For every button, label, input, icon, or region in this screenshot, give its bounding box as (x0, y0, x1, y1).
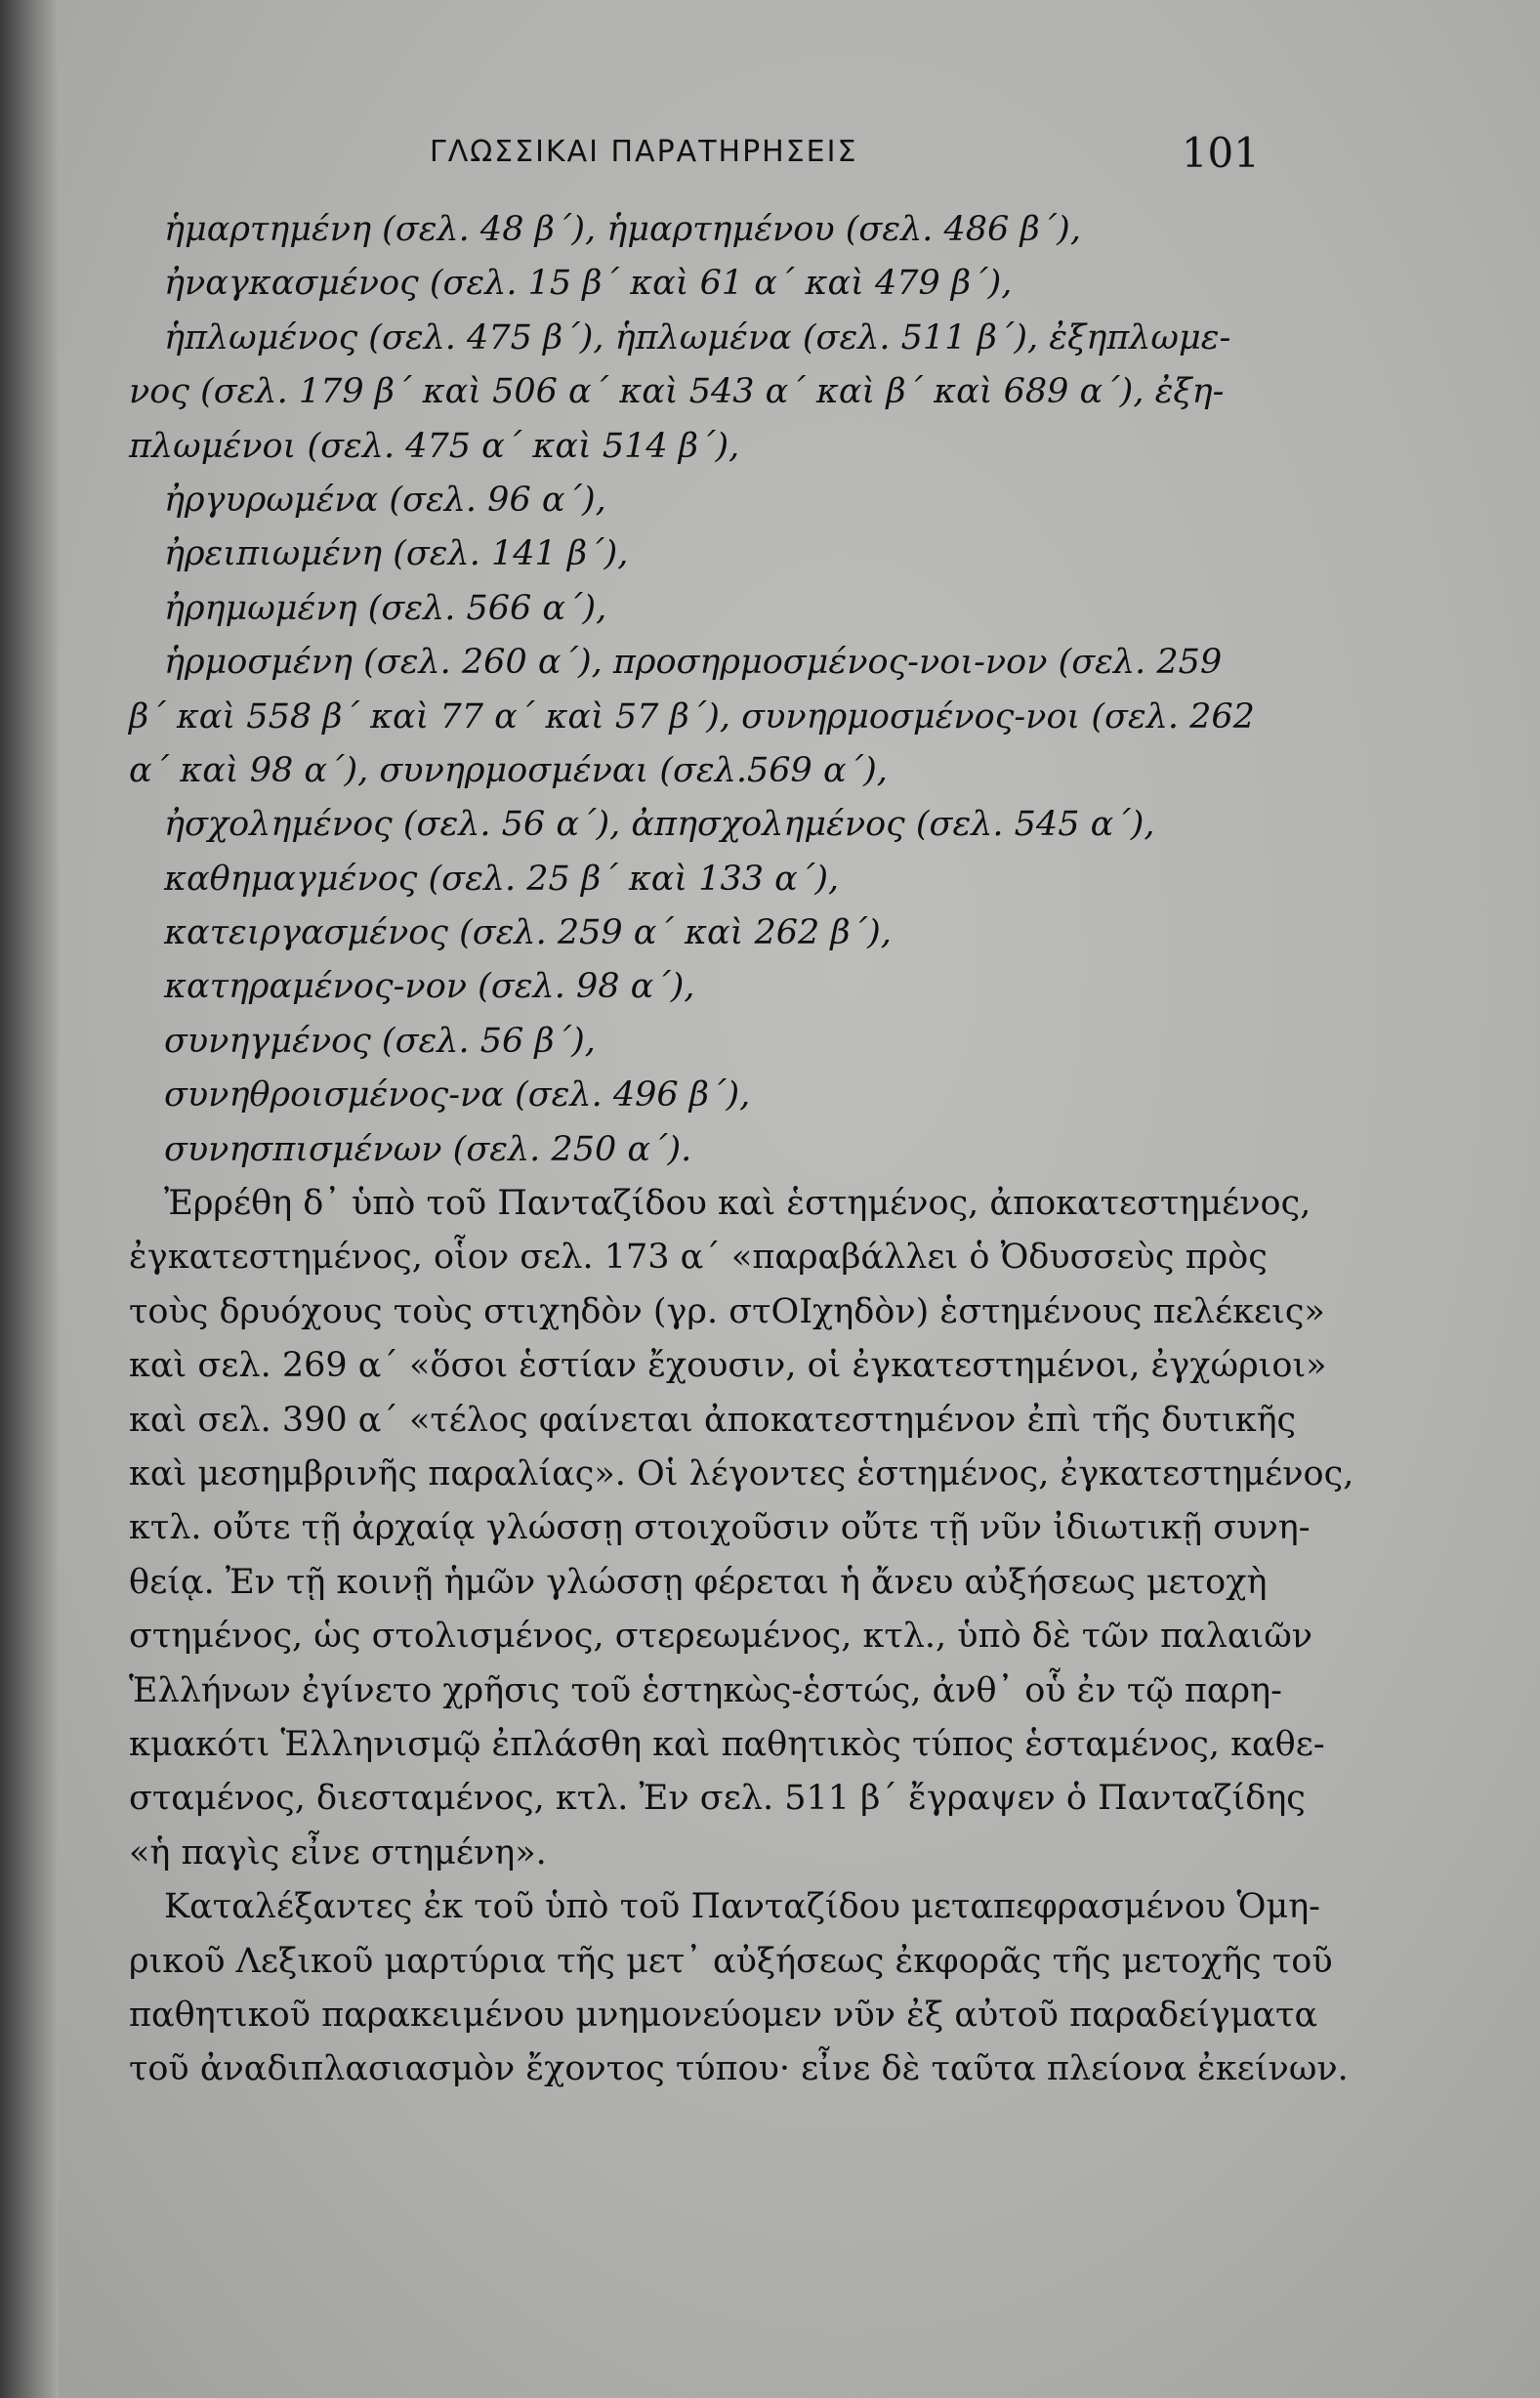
text-line: κατειργασμένος (σελ. 259 α΄ καὶ 262 β΄), (164, 913, 892, 953)
text-line: Ἑλλήνων ἐγίνετο χρῆσις τοῦ ἑστηκὼς-ἑστώς, ἀνθ᾽ οὗ ἐν τῷ παρη- (129, 1670, 1282, 1710)
text-line: «ἡ παγὶς εἶνε στημένη». (129, 1832, 547, 1872)
text-line: θείᾳ. Ἐν τῇ κοινῇ ἡμῶν γλώσσῃ φέρεται ἡ ἄνευ αὐξήσεως μετοχὴ (129, 1562, 1268, 1602)
text-line: κατηραμένος-νον (σελ. 98 α΄), (164, 967, 695, 1007)
text-line: ἡρμοσμένη (σελ. 260 α΄), προσηρμοσμένος-νοι-νον (σελ. 259 (164, 643, 1223, 683)
text-line: συνηθροισμένος-να (σελ. 496 β΄), (164, 1075, 751, 1115)
text-line: ἐγκατεστημένος, οἷον σελ. 173 α΄ «παραβάλλει ὁ Ὀδυσσεὺς πρὸς (129, 1238, 1268, 1278)
text-line: στημένος, ὡς στολισμένος, στερεωμένος, κτλ., ὑπὸ δὲ τῶν παλαιῶν (129, 1617, 1313, 1657)
text-line: καθημαγμένος (σελ. 25 β΄ καὶ 133 α΄), (164, 859, 840, 899)
text-line: ἡμαρτημένη (σελ. 48 β΄), ἡμαρτημένου (σελ. 486 β΄), (164, 210, 1081, 249)
text-line: παθητικοῦ παρακειμένου μνημονεύομεν νῦν ἐξ αὐτοῦ παραδείγματα (129, 1995, 1318, 2035)
text-line: ἠρειπιωμένη (σελ. 141 β΄), (164, 534, 629, 574)
page-number: 101 (1181, 129, 1260, 177)
text-line: κτλ. οὔτε τῇ ἀρχαίᾳ γλώσσῃ στοιχοῦσιν οὔτε τῇ νῦν ἰδιωτικῇ συνη- (129, 1508, 1311, 1548)
text-line: νος (σελ. 179 β΄ καὶ 506 α΄ καὶ 543 α΄ καὶ β΄ καὶ 689 α΄), ἐξη- (129, 372, 1225, 412)
text-line: τοῦ ἀναδιπλασιασμὸν ἔχοντος τύπου· εἶνε δὲ ταῦτα πλείονα ἐκείνων. (129, 2049, 1349, 2089)
running-title: ΓΛΩΣΣΙΚΑΙ ΠΑΡΑΤΗΡΗΣΕΙΣ (430, 135, 858, 169)
text-line: ἠναγκασμένος (σελ. 15 β΄ καὶ 61 α΄ καὶ 479 β΄), (164, 264, 1013, 304)
text-line: συνησπισμένων (σελ. 250 α΄). (164, 1129, 692, 1169)
text-line: ρικοῦ Λεξικοῦ μαρτύρια τῆς μετ᾽ αὐξήσεως ἐκφορᾶς τῆς μετοχῆς τοῦ (129, 1941, 1333, 1981)
text-line: συνηγμένος (σελ. 56 β΄), (164, 1021, 596, 1061)
text-line: Καταλέξαντες ἐκ τοῦ ὑπὸ τοῦ Πανταζίδου μεταπεφρασμένου Ὁμη- (164, 1887, 1320, 1927)
text-line: ἡπλωμένος (σελ. 475 β΄), ἡπλωμένα (σελ. 511 β΄), ἐξηπλωμε- (164, 317, 1231, 358)
text-line: Ἐρρέθη δ᾽ ὑπὸ τοῦ Πανταζίδου καὶ ἑστημένος, ἀποκατεστημένος, (164, 1184, 1311, 1224)
text-line: α΄ καὶ 98 α΄), συνηρμοσμέναι (σελ.569 α΄), (129, 750, 888, 790)
text-line: ἠρημωμένη (σελ. 566 α΄), (164, 588, 607, 628)
text-line: β΄ καὶ 558 β΄ καὶ 77 α΄ καὶ 57 β΄), συνηρμοσμένος-νοι (σελ. 262 (129, 696, 1255, 736)
text-line: καὶ σελ. 269 α΄ «ὅσοι ἑστίαν ἔχουσιν, οἱ ἐγκατεστημένοι, ἐγχώριοι» (129, 1346, 1327, 1386)
text-line: ἠσχολημένος (σελ. 56 α΄), ἀπησχολημένος (σελ. 545 α΄), (164, 805, 1155, 845)
body-text (115, 203, 1354, 2097)
page-header (430, 129, 1260, 184)
text-line: πλωμένοι (σελ. 475 α΄ καὶ 514 β΄), (129, 426, 740, 466)
text-line: καὶ σελ. 390 α΄ «τέλος φαίνεται ἀποκατεστημένον ἐπὶ τῆς δυτικῆς (129, 1400, 1297, 1440)
binding-shadow (0, 0, 59, 2398)
text-line: ἠργυρωμένα (σελ. 96 α΄), (164, 480, 606, 520)
text-line: κμακότι Ἑλληνισμῷ ἐπλάσθη καὶ παθητικὸς τύπος ἑσταμένος, καθε- (129, 1724, 1325, 1764)
text-line: τοὺς δρυόχους τοὺς στιχηδὸν (γρ. στΟΙχηδὸν) ἑστημένους πελέκεις» (129, 1291, 1325, 1331)
text-line: καὶ μεσημβρινῆς παραλίας». Οἱ λέγοντες ἑστημένος, ἐγκατεστημένος, (129, 1453, 1354, 1493)
text-line: σταμένος, διεσταμένος, κτλ. Ἐν σελ. 511 β΄ ἔγραψεν ὁ Πανταζίδης (129, 1779, 1306, 1819)
